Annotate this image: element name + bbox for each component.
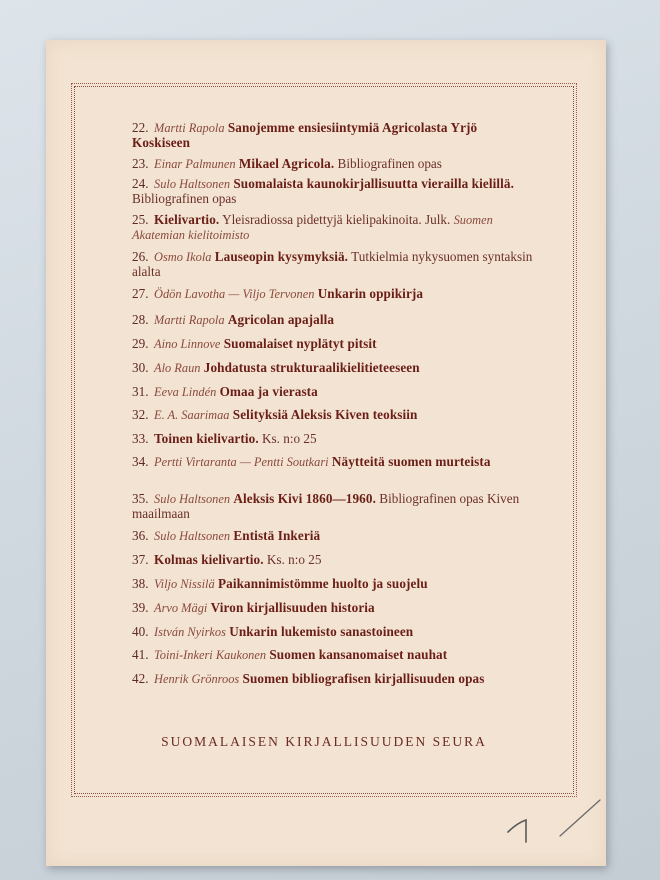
list-item-39 [132, 601, 536, 616]
entry-number: 22. [132, 120, 149, 135]
entry-title: Agricolan apajalla [227, 312, 335, 327]
list-item-23 [132, 157, 536, 172]
entry-title: Kolmas kielivartio. [154, 552, 264, 567]
entry-description: Tutkielmia nykysuomen syntaksin alalta [132, 249, 533, 279]
entry-number: 31. [132, 384, 149, 399]
entry-title: Kielivartio. [154, 212, 220, 227]
list-item-24 [132, 177, 536, 206]
entry-title: Sanojemme ensiesiintymiä Agricolasta Yrjö Koskiseen [132, 120, 478, 150]
entry-number: 42. [132, 671, 149, 686]
entry-title: Suomalaiset nyplätyt pitsit [223, 336, 377, 351]
entry-title: Aleksis Kivi 1860—1960. [233, 491, 376, 506]
entry-number: 40. [132, 624, 149, 639]
entry-number: 34. [132, 454, 149, 469]
entry-number: 36. [132, 528, 149, 543]
entry-title: Johdatusta strukturaalikielitieteeseen [203, 360, 420, 375]
list-item-32 [132, 408, 536, 423]
list-item-31 [132, 385, 536, 400]
entry-number: 41. [132, 647, 149, 662]
list-item-42 [132, 672, 536, 687]
entry-number: 35. [132, 491, 149, 506]
entry-title: Lauseopin kysymyksiä. [214, 249, 349, 264]
entry-number: 28. [132, 312, 149, 327]
list-item-22 [132, 121, 536, 150]
entry-title: Viron kirjallisuuden historia [210, 600, 375, 615]
entry-title: Unkarin lukemisto sanastoineen [229, 624, 414, 639]
entry-title: Mikael Agricola. [238, 156, 335, 171]
entry-author: Einar Palmunen [154, 157, 236, 171]
list-item-38 [132, 577, 536, 592]
entry-number: 37. [132, 552, 149, 567]
entry-number: 39. [132, 600, 149, 615]
entry-author: Sulo Haltsonen [154, 492, 231, 506]
entry-title: Näytteitä suomen murteista [331, 454, 491, 469]
list-item-29 [132, 337, 536, 352]
entry-title: Entistä Inkeriä [233, 528, 321, 543]
list-item-27 [132, 287, 536, 302]
entry-author: Osmo Ikola [154, 250, 212, 264]
entry-title: Suomen kansanomaiset nauhat [269, 647, 448, 662]
entry-title: Toinen kielivartio. [154, 431, 259, 446]
entry-description: Bibliografinen opas [337, 156, 442, 171]
entry-description: Bibliografinen opas [132, 190, 237, 206]
entry-title: Selityksiä Aleksis Kiven teoksiin [232, 407, 418, 422]
entry-description: Ks. n:o 25 [262, 431, 317, 446]
entry-note: Suomen Akatemian kielitoimisto [132, 213, 493, 242]
entry-author: Sulo Haltsonen [154, 177, 231, 191]
entry-author: Henrik Grönroos [154, 672, 240, 686]
entry-description: Ks. n:o 25 [266, 552, 322, 567]
list-item-40 [132, 625, 536, 640]
entry-author: Alo Raun [154, 361, 201, 375]
entry-author: Ödön Lavotha — Viljo Tervonen [154, 287, 315, 301]
list-item-28 [132, 313, 536, 328]
list-item-37 [132, 553, 536, 568]
entry-author: E. A. Saarimaa [154, 408, 230, 422]
entry-author: Eeva Lindén [154, 385, 217, 399]
entry-number: 29. [132, 336, 149, 351]
entry-number: 32. [132, 407, 149, 422]
entry-description: Bibliografinen opas Kiven maailmaan [132, 491, 520, 521]
list-item-33 [132, 432, 536, 447]
list-item-26 [132, 250, 536, 279]
entry-author: Toini-Inkeri Kaukonen [154, 648, 267, 662]
list-item-34 [132, 455, 536, 470]
entry-author: Pertti Virtaranta — Pentti Soutkari [154, 455, 329, 469]
entry-author: Aino Linnove [154, 337, 221, 351]
entry-number: 24. [132, 176, 149, 191]
entry-number: 38. [132, 576, 149, 591]
entry-title: Omaa ja vierasta [219, 384, 318, 399]
list-item-30 [132, 361, 536, 376]
entry-title: Suomalaista kaunokirjallisuutta vierailla kielillä. [233, 176, 514, 191]
entry-number: 33. [132, 431, 149, 446]
entry-title: Suomen bibliografisen kirjallisuuden opas [242, 671, 485, 686]
publisher-name: SUOMALAISEN KIRJALLISUUDEN SEURA [161, 734, 487, 749]
entry-author: Sulo Haltsonen [154, 529, 231, 543]
entry-author: Viljo Nissilä [154, 577, 215, 591]
entry-title: Paikannimistömme huolto ja suojelu [218, 576, 428, 591]
list-item-41 [132, 648, 536, 663]
entry-number: 30. [132, 360, 149, 375]
entry-number: 23. [132, 156, 149, 171]
list-item-35 [132, 492, 536, 521]
entry-title: Unkarin oppikirja [317, 286, 424, 301]
list-item-36 [132, 529, 536, 544]
list-item-25 [132, 213, 536, 242]
entry-author: Martti Rapola [154, 121, 225, 135]
entry-number: 26. [132, 249, 149, 264]
entry-description: Yleisradiossa pidettyjä kielipakinoita. Julk. [222, 212, 451, 227]
entry-author: Martti Rapola [154, 313, 225, 327]
entry-author: István Nyirkos [154, 625, 226, 639]
handwritten-pencil-mark [500, 792, 610, 852]
entry-number: 25. [132, 212, 149, 227]
entry-number: 27. [132, 286, 149, 301]
entry-author: Arvo Mägi [154, 601, 208, 615]
